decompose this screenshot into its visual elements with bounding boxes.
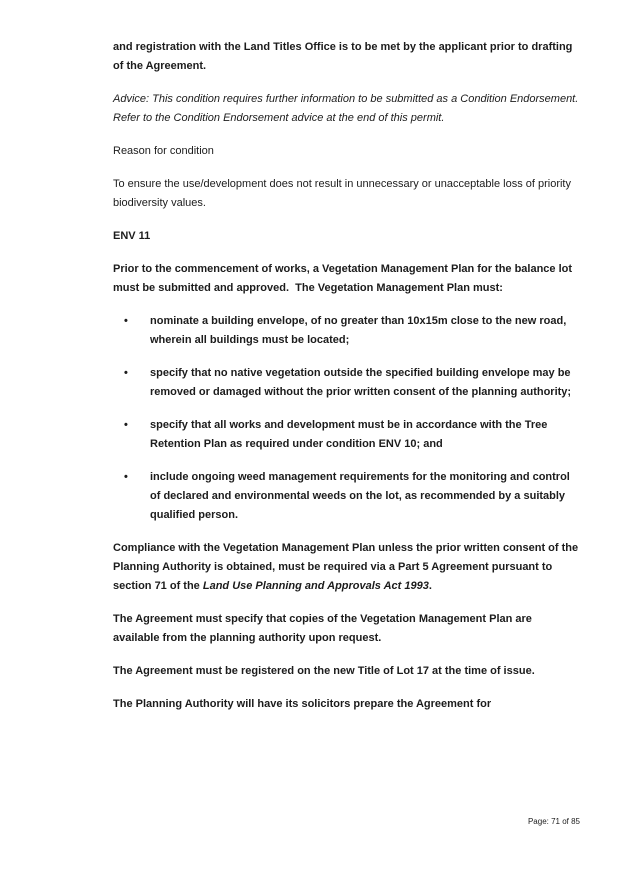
- bullet-text: include ongoing weed management requirements for the monitoring and control of declared and environmental weeds on the lot, as recommended by a suitably qualified person.: [150, 471, 573, 521]
- condition-id-heading: ENV 11: [113, 230, 151, 242]
- paragraph-advice-note: Advice: This condition requires further information to be submitted as a Condition Endorsement. Refer to the Condition Endorsement advice at the end of this permit.: [113, 93, 582, 124]
- bullet-marker: •: [124, 367, 128, 379]
- bullet-text: nominate a building envelope, of no greater than 10x15m close to the new road, wherein all buildings must be located;: [150, 315, 570, 346]
- bullet-marker: •: [124, 315, 128, 327]
- bullet-item-building-envelope: [113, 312, 580, 350]
- document-content: [113, 38, 580, 728]
- paragraph-solicitors: The Planning Authority will have its solicitors prepare the Agreement for: [113, 698, 492, 710]
- bullet-item-native-vegetation: [113, 364, 580, 402]
- paragraph-registration: and registration with the Land Titles Office is to be met by the applicant prior to drafting of the Agreement.: [113, 41, 576, 72]
- bullet-marker: •: [124, 471, 128, 483]
- act-title: Land Use Planning and Approvals Act 1993: [202, 580, 429, 592]
- paragraph-agreement-registered: The Agreement must be registered on the new Title of Lot 17 at the time of issue.: [113, 665, 535, 677]
- page-number-footer: Page: 71 of 85: [527, 817, 580, 826]
- paragraph-reason-body: To ensure the use/development does not result in unnecessary or unacceptable loss of priority biodiversity values.: [113, 178, 575, 209]
- paragraph-condition-intro: Prior to the commencement of works, a Vegetation Management Plan for the balance lot must be submitted and approved. The Vegetation Management Plan must:: [113, 263, 576, 294]
- bullet-item-tree-retention: [113, 416, 580, 454]
- compliance-text-tail: .: [428, 580, 432, 592]
- bullet-item-weed-management: [113, 468, 580, 525]
- bullet-marker: •: [124, 419, 128, 431]
- paragraph-compliance: [113, 539, 580, 596]
- reason-for-condition-heading: Reason for condition: [113, 145, 214, 157]
- bullet-text: specify that all works and development must be in accordance with the Tree Retention Plan as required under condition ENV 10; and: [150, 419, 551, 450]
- bullet-text: specify that no native vegetation outside the specified building envelope may be removed or damaged without the prior written consent of the planning authority;: [150, 367, 574, 398]
- compliance-text-lead: Compliance with the Vegetation Management Plan unless the prior written consent of the Planning Authority is obtained, must be required via a Part 5 Agreement pursuant to section 71 of the: [113, 542, 582, 592]
- condition-bullet-list: [113, 312, 580, 525]
- paragraph-agreement-copies: The Agreement must specify that copies of the Vegetation Management Plan are available from the planning authority upon request.: [113, 613, 535, 644]
